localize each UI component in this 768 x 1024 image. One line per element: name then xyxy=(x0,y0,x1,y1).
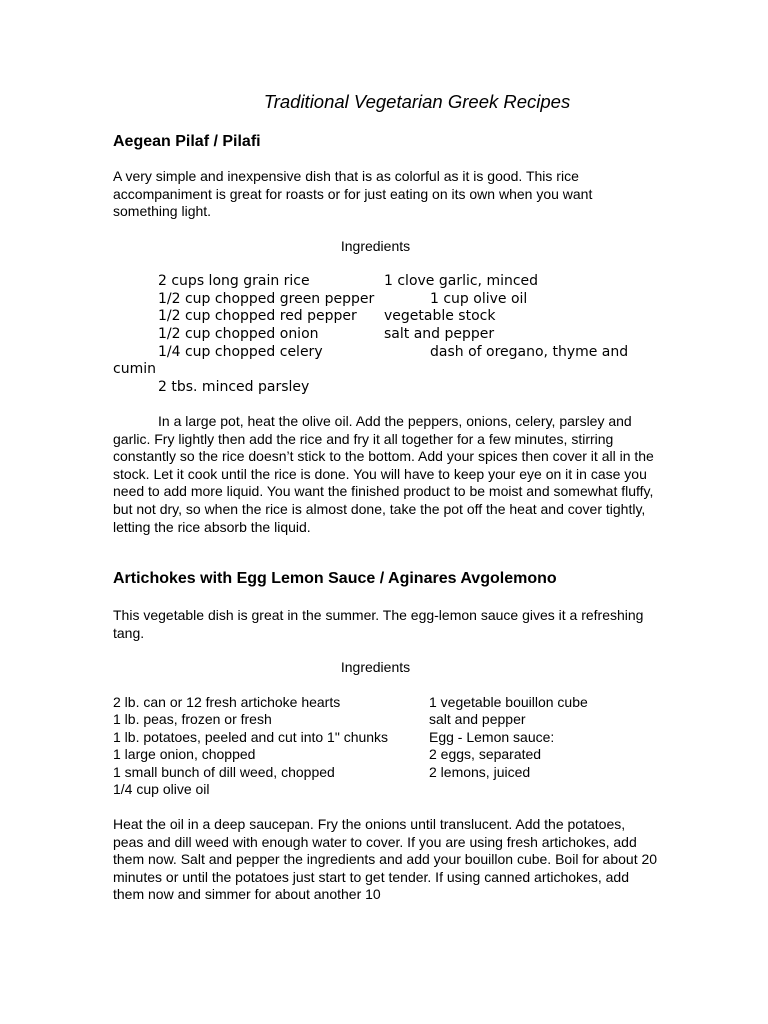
ingredient-item: salt and pepper xyxy=(429,711,526,727)
ingredient-item: dash of oregano, thyme and xyxy=(430,344,629,360)
ingredient-item: 2 tbs. minced parsley xyxy=(158,379,310,395)
recipe1-method: In a large pot, heat the olive oil. Add the peppers, onions, celery, parsley and garlic. Fry lightly then add the rice and fry it all together for a few minutes, stirring constantly so the rice doesn’t stick to the bottom. Add your spices then cover it all in the stock. Let it cook until the rice is done. You will have to keep your eye on it in case you need to add more liquid. You want the finished product to be moist and somewhat fluffy, but not dry, so when the rice is almost done, take the pot off the heat and cover tightly, letting the rice absorb the liquid. xyxy=(113,413,654,535)
ingredient-item: 1/4 cup chopped celery xyxy=(158,344,323,360)
ingredient-item: 1 clove garlic, minced xyxy=(384,273,539,289)
recipe1-heading: Aegean Pilaf / Pilafi xyxy=(113,133,261,150)
recipe2-intro: This vegetable dish is great in the summer. The egg-lemon sauce gives it a refreshing tang. xyxy=(113,607,644,641)
ingredient-item: 2 cups long grain rice xyxy=(158,273,310,289)
ingredient-item: 1 lb. peas, frozen or fresh xyxy=(113,711,272,727)
recipe2-method: Heat the oil in a deep saucepan. Fry the onions until translucent. Add the potatoes, peas and dill weed with enough water to cover. If you are using fresh artichokes, add them now. Salt and pepper the ingredients and add your bouillon cube. Boil for about 20 minutes or until the potatoes just start to get tender. If using canned artichokes, add them now and simmer for about another 10 xyxy=(113,816,658,903)
ingredient-item: 2 lemons, juiced xyxy=(429,764,531,780)
recipe1-intro: A very simple and inexpensive dish that is as colorful as it is good. This rice accompaniment is great for roasts or for just eating on its own when you want something light. xyxy=(113,168,593,220)
ingredient-item: cumin xyxy=(113,361,156,377)
ingredient-item: 1 small bunch of dill weed, chopped xyxy=(113,764,335,780)
ingredient-item: 2 eggs, separated xyxy=(429,746,542,762)
recipe2-heading: Artichokes with Egg Lemon Sauce / Aginares Avgolemono xyxy=(113,570,557,587)
ingredient-item: 1 cup olive oil xyxy=(430,291,528,307)
ingredient-item: Egg - Lemon sauce: xyxy=(429,729,555,745)
ingredient-item: 1 vegetable bouillon cube xyxy=(429,694,588,710)
ingredient-item: 1/2 cup chopped red pepper xyxy=(158,308,357,324)
ingredient-item: 1 large onion, chopped xyxy=(113,746,256,762)
recipe2-ingredients-label: Ingredients xyxy=(340,659,411,675)
ingredient-item: salt and pepper xyxy=(384,326,495,342)
ingredient-item: 1/2 cup chopped onion xyxy=(158,326,319,342)
ingredient-item: 2 lb. can or 12 fresh artichoke hearts xyxy=(113,694,341,710)
ingredient-item: 1 lb. potatoes, peeled and cut into 1" chunks xyxy=(113,729,389,745)
ingredient-item: 1/4 cup olive oil xyxy=(113,781,210,797)
ingredient-item: vegetable stock xyxy=(384,308,496,324)
ingredient-item: 1/2 cup chopped green pepper xyxy=(158,291,375,307)
recipe1-ingredients-label: Ingredients xyxy=(340,238,411,254)
document-title: Traditional Vegetarian Greek Recipes xyxy=(263,91,571,112)
